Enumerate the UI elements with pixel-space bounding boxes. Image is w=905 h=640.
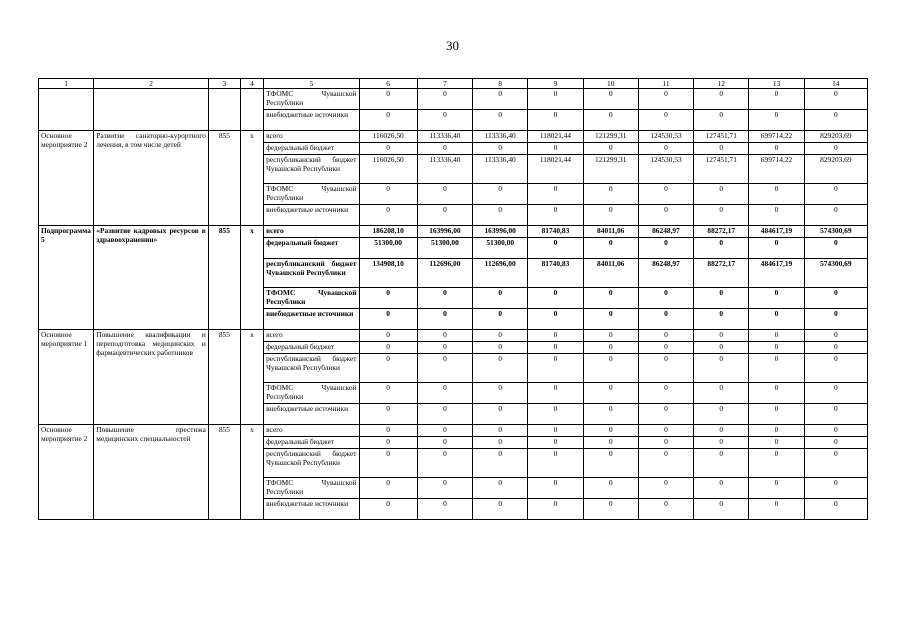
value-cell: 0 — [528, 478, 583, 499]
value-cell: 0 — [638, 238, 693, 259]
value-cell: 0 — [528, 437, 583, 449]
value-cell: 0 — [528, 425, 583, 437]
value-cell: 0 — [694, 238, 749, 259]
value-cell: 0 — [528, 238, 583, 259]
funding-source-cell: внебюджетные источники — [264, 499, 359, 520]
value-cell: 51300,00 — [359, 238, 417, 259]
funding-source-cell: республиканский бюджет Чувашской Республики — [264, 259, 359, 288]
value-cell: 113336,40 — [473, 155, 528, 184]
value-cell: 0 — [583, 342, 638, 354]
value-cell: 0 — [528, 354, 583, 383]
value-cell: 0 — [694, 205, 749, 226]
funding-source-cell: республиканский бюджет Чувашской Республики — [264, 155, 359, 184]
funding-source-cell: ТФОМС Чувашской Республики — [264, 288, 359, 309]
value-cell: 0 — [749, 330, 804, 342]
value-cell: 0 — [417, 184, 472, 205]
table-row — [39, 425, 868, 437]
value-cell: 121299,31 — [583, 131, 638, 143]
value-cell: 0 — [583, 449, 638, 478]
value-cell: 0 — [417, 288, 472, 309]
funding-source-cell: ТФОМС Чувашской Республики — [264, 184, 359, 205]
value-cell: 699714,22 — [749, 155, 804, 184]
value-cell: 0 — [749, 499, 804, 520]
value-cell: 0 — [638, 110, 693, 131]
value-cell: 0 — [804, 437, 867, 449]
value-cell: 0 — [473, 89, 528, 110]
block-description-cell: Развитие санаторно-курортного лечения, в том числе детей — [94, 131, 209, 226]
value-cell: 0 — [417, 143, 472, 155]
value-cell: 0 — [528, 499, 583, 520]
value-cell: 0 — [749, 437, 804, 449]
value-cell: 0 — [694, 110, 749, 131]
value-cell: 0 — [359, 309, 417, 330]
value-cell: 0 — [804, 143, 867, 155]
value-cell: 84011,06 — [583, 226, 638, 238]
funding-source-cell: федеральный бюджет — [264, 437, 359, 449]
value-cell: 0 — [749, 354, 804, 383]
value-cell: 0 — [694, 478, 749, 499]
value-cell: 0 — [417, 89, 472, 110]
value-cell: 829203,69 — [804, 155, 867, 184]
column-number-cell: 2 — [94, 79, 209, 89]
value-cell: 0 — [473, 404, 528, 425]
value-cell: 0 — [694, 288, 749, 309]
value-cell: 0 — [804, 425, 867, 437]
value-cell: 0 — [417, 425, 472, 437]
value-cell: 0 — [749, 205, 804, 226]
value-cell: 0 — [694, 89, 749, 110]
value-cell: 0 — [417, 437, 472, 449]
value-cell: 0 — [359, 330, 417, 342]
value-cell: 0 — [528, 184, 583, 205]
value-cell: 0 — [528, 342, 583, 354]
value-cell: 0 — [638, 478, 693, 499]
value-cell: 0 — [749, 143, 804, 155]
value-cell: 0 — [638, 309, 693, 330]
value-cell: 0 — [359, 449, 417, 478]
value-cell: 0 — [359, 184, 417, 205]
value-cell: 0 — [473, 330, 528, 342]
value-cell: 112696,00 — [417, 259, 472, 288]
value-cell: 88272,17 — [694, 226, 749, 238]
value-cell: 0 — [638, 143, 693, 155]
value-cell: 0 — [583, 499, 638, 520]
value-cell: 127451,71 — [694, 131, 749, 143]
value-cell: 0 — [638, 184, 693, 205]
value-cell: 0 — [749, 342, 804, 354]
value-cell: 0 — [804, 404, 867, 425]
value-cell: 0 — [804, 184, 867, 205]
value-cell: 0 — [638, 89, 693, 110]
funding-source-cell: федеральный бюджет — [264, 238, 359, 259]
value-cell: 0 — [528, 404, 583, 425]
value-cell: 0 — [749, 238, 804, 259]
value-cell: 0 — [359, 342, 417, 354]
code-cell: x — [240, 330, 263, 425]
value-cell: 0 — [359, 110, 417, 131]
value-cell: 0 — [583, 404, 638, 425]
value-cell: 0 — [417, 354, 472, 383]
agency-code-cell: 855 — [208, 425, 240, 520]
page-number: 30 — [446, 38, 459, 53]
value-cell: 0 — [417, 499, 472, 520]
value-cell: 0 — [359, 383, 417, 404]
value-cell: 0 — [804, 205, 867, 226]
value-cell: 0 — [804, 499, 867, 520]
funding-source-cell: внебюджетные источники — [264, 404, 359, 425]
funding-source-cell: всего — [264, 425, 359, 437]
value-cell: 0 — [473, 449, 528, 478]
value-cell: 0 — [583, 184, 638, 205]
value-cell: 0 — [359, 89, 417, 110]
value-cell: 0 — [583, 437, 638, 449]
value-cell: 0 — [749, 89, 804, 110]
block-name-cell: Основное мероприятие 1 — [39, 330, 94, 425]
value-cell: 0 — [638, 437, 693, 449]
value-cell: 0 — [749, 110, 804, 131]
value-cell: 0 — [528, 143, 583, 155]
column-number-cell: 7 — [417, 79, 472, 89]
value-cell: 134908,10 — [359, 259, 417, 288]
value-cell: 0 — [583, 288, 638, 309]
value-cell: 51300,00 — [417, 238, 472, 259]
value-cell: 116026,50 — [359, 131, 417, 143]
value-cell: 0 — [804, 383, 867, 404]
funding-source-cell: ТФОМС Чувашской Республики — [264, 383, 359, 404]
value-cell: 186208,10 — [359, 226, 417, 238]
value-cell: 0 — [359, 354, 417, 383]
funding-source-cell: республиканский бюджет Чувашской Республики — [264, 354, 359, 383]
value-cell: 0 — [473, 342, 528, 354]
value-cell: 484617,19 — [749, 226, 804, 238]
value-cell: 0 — [638, 354, 693, 383]
value-cell: 0 — [804, 342, 867, 354]
value-cell: 118021,44 — [528, 131, 583, 143]
value-cell: 0 — [583, 478, 638, 499]
value-cell: 118021,44 — [528, 155, 583, 184]
column-number-cell: 13 — [749, 79, 804, 89]
funding-source-cell: всего — [264, 330, 359, 342]
column-number-row — [39, 79, 868, 89]
value-cell: 116026,50 — [359, 155, 417, 184]
value-cell: 0 — [583, 309, 638, 330]
table-row — [39, 131, 868, 143]
block-name-cell: Основное мероприятие 2 — [39, 425, 94, 520]
column-number-cell: 11 — [638, 79, 693, 89]
code-cell: x — [240, 425, 263, 520]
value-cell: 112696,00 — [473, 259, 528, 288]
value-cell: 0 — [804, 330, 867, 342]
block-description-cell: Повышение престижа медицинских специальностей — [94, 425, 209, 520]
value-cell: 0 — [804, 478, 867, 499]
value-cell: 0 — [417, 383, 472, 404]
agency-code-cell: 855 — [208, 330, 240, 425]
value-cell: 0 — [694, 309, 749, 330]
value-cell: 0 — [583, 330, 638, 342]
value-cell: 121299,31 — [583, 155, 638, 184]
value-cell: 0 — [694, 342, 749, 354]
value-cell: 0 — [694, 437, 749, 449]
value-cell: 0 — [417, 449, 472, 478]
value-cell: 0 — [804, 89, 867, 110]
value-cell: 0 — [694, 449, 749, 478]
value-cell: 0 — [638, 205, 693, 226]
value-cell: 0 — [473, 354, 528, 383]
value-cell: 0 — [749, 383, 804, 404]
value-cell: 0 — [473, 478, 528, 499]
value-cell: 0 — [638, 288, 693, 309]
value-cell: 0 — [473, 288, 528, 309]
value-cell: 0 — [359, 437, 417, 449]
value-cell: 0 — [694, 143, 749, 155]
code-cell — [240, 89, 263, 131]
column-number-cell: 10 — [583, 79, 638, 89]
value-cell: 0 — [583, 238, 638, 259]
value-cell: 0 — [804, 309, 867, 330]
value-cell: 124530,53 — [638, 155, 693, 184]
table-row — [39, 89, 868, 110]
value-cell: 113336,40 — [417, 131, 472, 143]
value-cell: 124530,53 — [638, 131, 693, 143]
value-cell: 84011,06 — [583, 259, 638, 288]
value-cell: 0 — [804, 288, 867, 309]
block-description-cell: «Развитие кадровых ресурсов в здравоохранении» — [94, 226, 209, 330]
value-cell: 0 — [694, 330, 749, 342]
value-cell: 0 — [528, 110, 583, 131]
value-cell: 0 — [583, 383, 638, 404]
value-cell: 0 — [749, 288, 804, 309]
value-cell: 0 — [473, 425, 528, 437]
funding-source-cell: федеральный бюджет — [264, 342, 359, 354]
value-cell: 51300,00 — [473, 238, 528, 259]
value-cell: 0 — [528, 309, 583, 330]
column-number-cell: 3 — [208, 79, 240, 89]
value-cell: 0 — [694, 425, 749, 437]
block-name-cell: Основное мероприятие 2 — [39, 131, 94, 226]
table-row — [39, 330, 868, 342]
value-cell: 163996,00 — [417, 226, 472, 238]
funding-source-cell: внебюджетные источники — [264, 110, 359, 131]
value-cell: 113336,40 — [473, 131, 528, 143]
funding-source-cell: ТФОМС Чувашской Республики — [264, 89, 359, 110]
value-cell: 0 — [473, 309, 528, 330]
agency-code-cell: 855 — [208, 131, 240, 226]
value-cell: 0 — [638, 404, 693, 425]
column-number-cell: 12 — [694, 79, 749, 89]
value-cell: 0 — [749, 404, 804, 425]
value-cell: 0 — [638, 425, 693, 437]
table-row — [39, 226, 868, 238]
value-cell: 86248,97 — [638, 226, 693, 238]
value-cell: 0 — [473, 184, 528, 205]
value-cell: 81740,83 — [528, 259, 583, 288]
value-cell: 0 — [528, 449, 583, 478]
agency-code-cell — [208, 89, 240, 131]
value-cell: 0 — [749, 184, 804, 205]
value-cell: 0 — [749, 309, 804, 330]
value-cell: 0 — [804, 449, 867, 478]
value-cell: 0 — [473, 383, 528, 404]
value-cell: 0 — [583, 425, 638, 437]
funding-source-cell: всего — [264, 226, 359, 238]
block-description-cell — [94, 89, 209, 131]
funding-source-cell: всего — [264, 131, 359, 143]
value-cell: 0 — [473, 205, 528, 226]
value-cell: 0 — [359, 205, 417, 226]
value-cell: 0 — [749, 425, 804, 437]
value-cell: 0 — [638, 330, 693, 342]
value-cell: 0 — [417, 309, 472, 330]
column-number-cell: 14 — [804, 79, 867, 89]
value-cell: 0 — [528, 383, 583, 404]
value-cell: 113336,40 — [417, 155, 472, 184]
value-cell: 0 — [804, 110, 867, 131]
value-cell: 0 — [473, 143, 528, 155]
value-cell: 0 — [638, 383, 693, 404]
value-cell: 699714,22 — [749, 131, 804, 143]
value-cell: 0 — [528, 205, 583, 226]
code-cell: x — [240, 131, 263, 226]
value-cell: 0 — [417, 110, 472, 131]
value-cell: 0 — [638, 499, 693, 520]
block-description-cell: Повышение квалификации и переподготовка медицинских и фармацевтических работников — [94, 330, 209, 425]
value-cell: 0 — [583, 354, 638, 383]
value-cell: 0 — [359, 143, 417, 155]
value-cell: 0 — [359, 404, 417, 425]
value-cell: 81740,83 — [528, 226, 583, 238]
column-number-cell: 4 — [240, 79, 263, 89]
budget-table — [38, 78, 868, 520]
value-cell: 0 — [583, 89, 638, 110]
value-cell: 0 — [804, 354, 867, 383]
value-cell: 0 — [359, 499, 417, 520]
block-name-cell: Подпрограмма 5 — [39, 226, 94, 330]
value-cell: 0 — [417, 404, 472, 425]
value-cell: 0 — [417, 342, 472, 354]
value-cell: 0 — [583, 110, 638, 131]
table-body — [39, 79, 868, 520]
value-cell: 0 — [694, 404, 749, 425]
value-cell: 829203,69 — [804, 131, 867, 143]
value-cell: 0 — [528, 89, 583, 110]
value-cell: 0 — [473, 437, 528, 449]
value-cell: 0 — [417, 330, 472, 342]
value-cell: 0 — [359, 478, 417, 499]
agency-code-cell: 855 — [208, 226, 240, 330]
value-cell: 574300,69 — [804, 226, 867, 238]
column-number-cell: 5 — [264, 79, 359, 89]
value-cell: 0 — [417, 478, 472, 499]
value-cell: 0 — [473, 110, 528, 131]
value-cell: 0 — [638, 449, 693, 478]
column-number-cell: 9 — [528, 79, 583, 89]
column-number-cell: 1 — [39, 79, 94, 89]
value-cell: 0 — [528, 330, 583, 342]
value-cell: 0 — [694, 184, 749, 205]
funding-source-cell: республиканский бюджет Чувашской Республики — [264, 449, 359, 478]
value-cell: 86248,97 — [638, 259, 693, 288]
funding-source-cell: внебюджетные источники — [264, 205, 359, 226]
value-cell: 0 — [694, 383, 749, 404]
value-cell: 484617,19 — [749, 259, 804, 288]
funding-source-cell: ТФОМС Чувашской Республики — [264, 478, 359, 499]
value-cell: 0 — [694, 354, 749, 383]
value-cell: 0 — [583, 205, 638, 226]
column-number-cell: 6 — [359, 79, 417, 89]
value-cell: 0 — [359, 288, 417, 309]
value-cell: 0 — [804, 238, 867, 259]
value-cell: 0 — [638, 342, 693, 354]
value-cell: 0 — [749, 449, 804, 478]
value-cell: 127451,71 — [694, 155, 749, 184]
column-number-cell: 8 — [473, 79, 528, 89]
value-cell: 0 — [359, 425, 417, 437]
value-cell: 0 — [583, 143, 638, 155]
value-cell: 0 — [528, 288, 583, 309]
value-cell: 0 — [417, 205, 472, 226]
block-name-cell — [39, 89, 94, 131]
code-cell: x — [240, 226, 263, 330]
value-cell: 163996,00 — [473, 226, 528, 238]
value-cell: 88272,17 — [694, 259, 749, 288]
funding-source-cell: внебюджетные источники — [264, 309, 359, 330]
value-cell: 574300,69 — [804, 259, 867, 288]
value-cell: 0 — [694, 499, 749, 520]
value-cell: 0 — [473, 499, 528, 520]
funding-source-cell: федеральный бюджет — [264, 143, 359, 155]
value-cell: 0 — [749, 478, 804, 499]
